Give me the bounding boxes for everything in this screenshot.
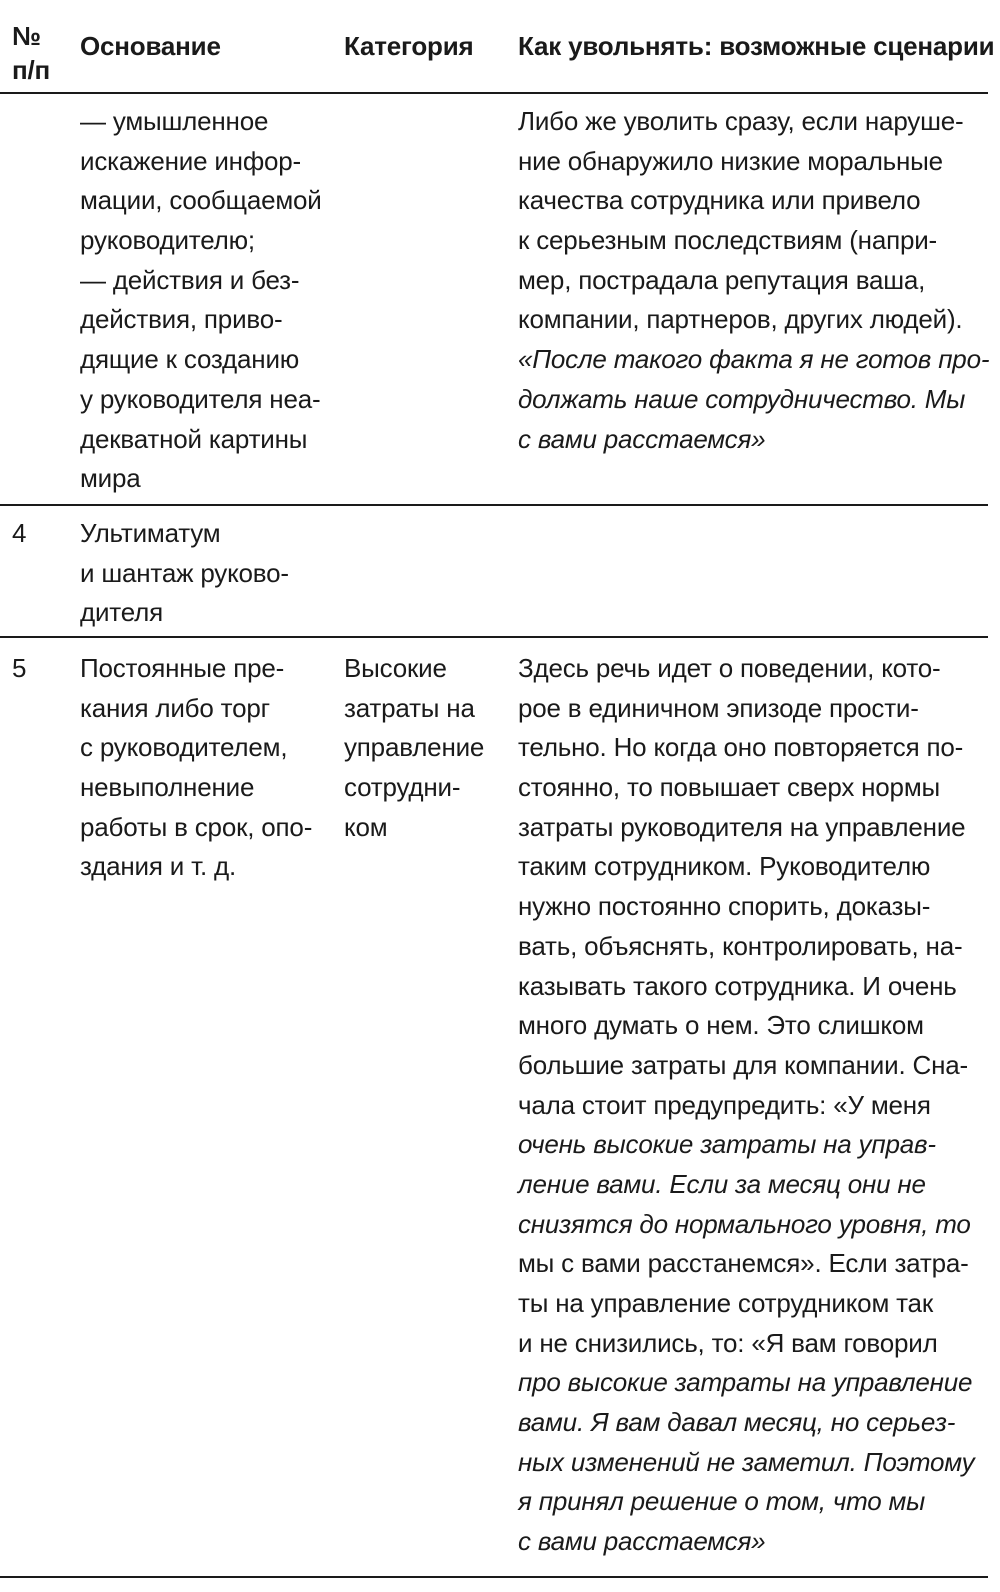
table-cell-line: Высокие xyxy=(344,653,447,683)
table-cell-line: ком xyxy=(344,811,388,842)
table-cell-line: у руководителя неа- xyxy=(80,383,321,414)
table-cell-line: искажение инфор- xyxy=(80,145,301,176)
table-cell-line: декватной картины xyxy=(80,423,308,454)
table-cell-line: я принял решение о том, что мы xyxy=(518,1486,926,1517)
table-cell-line: тельно. Но когда оно повторяется по- xyxy=(518,732,964,763)
header-num-line1: № xyxy=(12,21,41,51)
table-cell-line: затраты руководителя на управление xyxy=(518,811,966,842)
table-cell-line: чала стоит предупредить: «У меня xyxy=(518,1089,931,1120)
table-cell-line: казывать такого сотрудника. И очень xyxy=(518,970,957,1001)
row5-basis xyxy=(80,649,312,887)
table-cell-line: дителя xyxy=(80,597,163,628)
header-divider xyxy=(0,92,988,94)
table-cell-line: большие затраты для компании. Сна- xyxy=(518,1049,968,1080)
table-cell-line: про высокие затраты на управление xyxy=(518,1367,973,1398)
table-cell-line: очень высокие затраты на управ- xyxy=(518,1129,936,1160)
table-cell-line: снизятся до нормального уровня, то xyxy=(518,1208,971,1239)
table-cell-line: мации, сообщаемой xyxy=(80,185,322,216)
header-num-line2: п/п xyxy=(12,55,51,85)
table-cell-line: вами. Я вам давал месяц, но серьез- xyxy=(518,1407,956,1438)
table-cell-line: сотрудни- xyxy=(344,772,461,803)
table-cell-line: нужно постоянно спорить, доказы- xyxy=(518,891,931,922)
table-cell-line: руководителю; xyxy=(80,225,255,256)
table-cell-line: с руководителем, xyxy=(80,732,288,763)
table-cell-line: Постоянные пре- xyxy=(80,653,285,683)
row1-basis xyxy=(80,102,322,499)
table-cell-line: мы с вами расстанемся». Если затра- xyxy=(518,1248,969,1279)
table-cell-line: — умышленное xyxy=(80,106,269,136)
row1-how xyxy=(518,102,989,459)
table-cell-line: с вами расстаемся» xyxy=(518,1526,766,1557)
table-cell-line: ление вами. Если за месяц они не xyxy=(518,1168,926,1199)
row5-num: 5 xyxy=(12,653,27,683)
table-cell-line: таким сотрудником. Руководителю xyxy=(518,851,931,882)
header-category: Категория xyxy=(344,31,474,61)
table-cell-line: невыполнение xyxy=(80,772,255,803)
table-cell-line: качества сотрудника или привело xyxy=(518,185,921,216)
row5-category xyxy=(344,649,484,847)
table-cell-line: стоянно, то повышает сверх нормы xyxy=(518,772,940,803)
table-cell-line: — действия и без- xyxy=(80,264,300,295)
row5-how xyxy=(518,649,974,1562)
row4-num: 4 xyxy=(12,518,27,548)
table-cell-line: с вами расстаемся» xyxy=(518,423,766,454)
table-cell-line: затраты на xyxy=(344,692,475,723)
table-cell-line: Либо же уволить сразу, если наруше- xyxy=(518,106,964,136)
table-cell-line: к серьезным последствиям (напри- xyxy=(518,225,938,256)
table-cell-line: компании, партнеров, других людей). xyxy=(518,304,963,335)
header-basis: Основание xyxy=(80,31,221,61)
table-cell-line: здания и т. д. xyxy=(80,851,236,882)
table-cell-line: «После такого факта я не готов про- xyxy=(518,344,990,375)
table-bottom-divider xyxy=(0,1576,988,1578)
table-cell-line: ных изменений не заметил. Поэтому xyxy=(518,1446,975,1477)
table-cell-line: дящие к созданию xyxy=(80,344,300,375)
table-cell-line: и не снизились, то: «Я вам говорил xyxy=(518,1327,938,1358)
table-cell-line: и шантаж руково- xyxy=(80,557,289,588)
table-cell-line: рое в единичном эпизоде прости- xyxy=(518,692,919,723)
table-cell-line: мер, пострадала репутация ваша, xyxy=(518,264,926,295)
table-cell-line: управление xyxy=(344,732,485,763)
table-cell-line: должать наше сотрудничество. Мы xyxy=(518,383,966,414)
row-divider xyxy=(0,636,988,638)
row-divider xyxy=(0,504,988,506)
table-cell-line: вать, объяснять, контролировать, на- xyxy=(518,930,963,961)
table-cell-line: Ультиматум xyxy=(80,518,221,548)
table-cell-line: кания либо торг xyxy=(80,692,270,723)
table-cell-line: много думать о нем. Это слишком xyxy=(518,1010,924,1041)
table-cell-line: Здесь речь идет о поведении, кото- xyxy=(518,653,941,683)
row4-basis xyxy=(80,514,289,633)
table-cell-line: ты на управление сотрудником так xyxy=(518,1288,933,1318)
header-how: Как увольнять: возможные сценарии xyxy=(518,31,995,61)
table-cell-line: ние обнаружило низкие моральные xyxy=(518,145,943,176)
table-cell-line: мира xyxy=(80,463,141,494)
table-cell-line: работы в срок, опо- xyxy=(80,811,313,842)
table-cell-line: действия, приво- xyxy=(80,304,283,335)
